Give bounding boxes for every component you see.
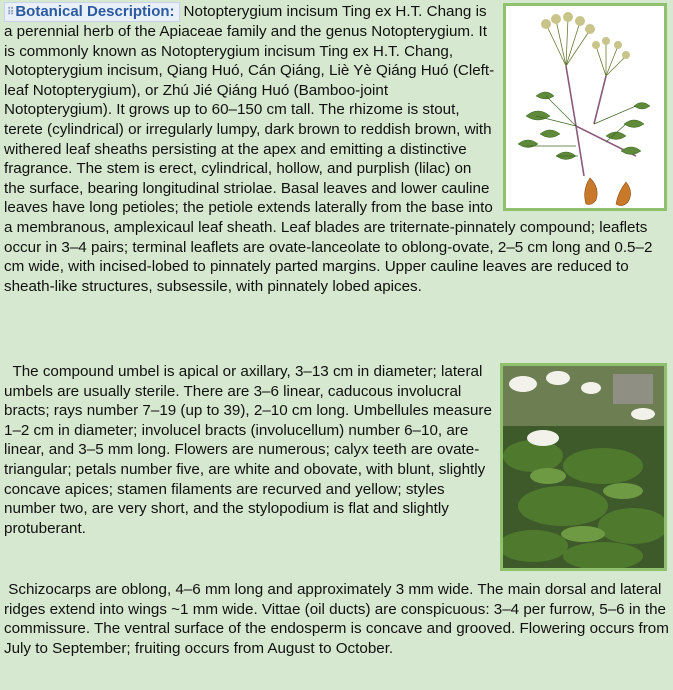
- plant-illustration-icon: [506, 6, 664, 208]
- section-label: [4, 2, 180, 22]
- plant-photo-icon: [503, 366, 664, 568]
- paragraph-2-text: The compound umbel is apical or axillary, 3–13 cm in diameter; lateral umbels are usually sterile. There are 3–6 linear, caducous involucral bracts; rays number 7–19 (up to 39), 2–10 cm long. Umbellules measure 1–2 cm in diameter; involucel bracts (involucellum) number 6–10, are linear, and 3–5 mm long. Flowers are numerous; calyx teeth are ovate-triangular; petals number five, are white and obovate, with blunt, slightly concave apices; stamen filaments are recurved and yellow; styles number two, are very short, and the stylopodium is flat and slightly protuberant.: [4, 363, 492, 537]
- botanical-illustration-image: [503, 3, 667, 211]
- drag-grip-icon: ⠿: [7, 7, 14, 18]
- paragraph-3-text: Schizocarps are oblong, 4–6 mm long and approximately 3 mm wide. The main dorsal and lateral ridges extend into wings ~1 mm wide. Vittae (oil ducts) are conspicuous: 3–4 per furrow, 5–6 in the commissure. The ventral surface of the endosperm is concave and grooved. Flowering occurs from July to September; fruiting occurs from August to October.: [4, 581, 669, 657]
- section-fruit: [4, 580, 669, 658]
- section-label-text: Botanical Description:: [15, 3, 175, 20]
- section-inflorescence: [4, 362, 669, 577]
- paragraph-1-text: Notopterygium incisum Ting ex H.T. Chang is a perennial herb of the Apiaceae family and the genus Notopterygium. It is commonly known as Notopterygium incisum Ting ex H.T. Chang, Notopterygium incisum, Qiang Huó, Cán Qiáng, Liè Yè Qiáng Huó (Cleft-leaf Notopterygium), or Zhú Jié Qiáng Huó (Bamboo-joint Notopterygium). It grows up to 60–150 cm tall. The rhizome is stout, terete (cylindrical) or irregularly lumpy, dark brown to reddish brown, with withered leaf sheaths persisting at the apex and emitting a distinctive fragrance. The stem is erect, cylindrical, hollow, and purplish (lilac) on the surface, bearing longitudinal striolae. Basal leaves and lower cauline leaves have long petioles; the petiole extends laterally from the base into a membranous, amplexicaul leaf sheath. Leaf blades are triternate-pinnately compound; leaflets occur in 3–4 pairs; terminal leaflets are ovate-lanceolate to oblong-ovate, 2–5 cm long and 0.5–2 cm wide, with incised-lobed to pinnately parted margins. Upper cauline leaves are reduced to sheath-like structures, subsessile, with pinnately lobed apices.: [4, 3, 653, 295]
- paragraph-3: [4, 580, 669, 658]
- section-morphology: [4, 2, 669, 296]
- plant-photo-image: [500, 363, 667, 571]
